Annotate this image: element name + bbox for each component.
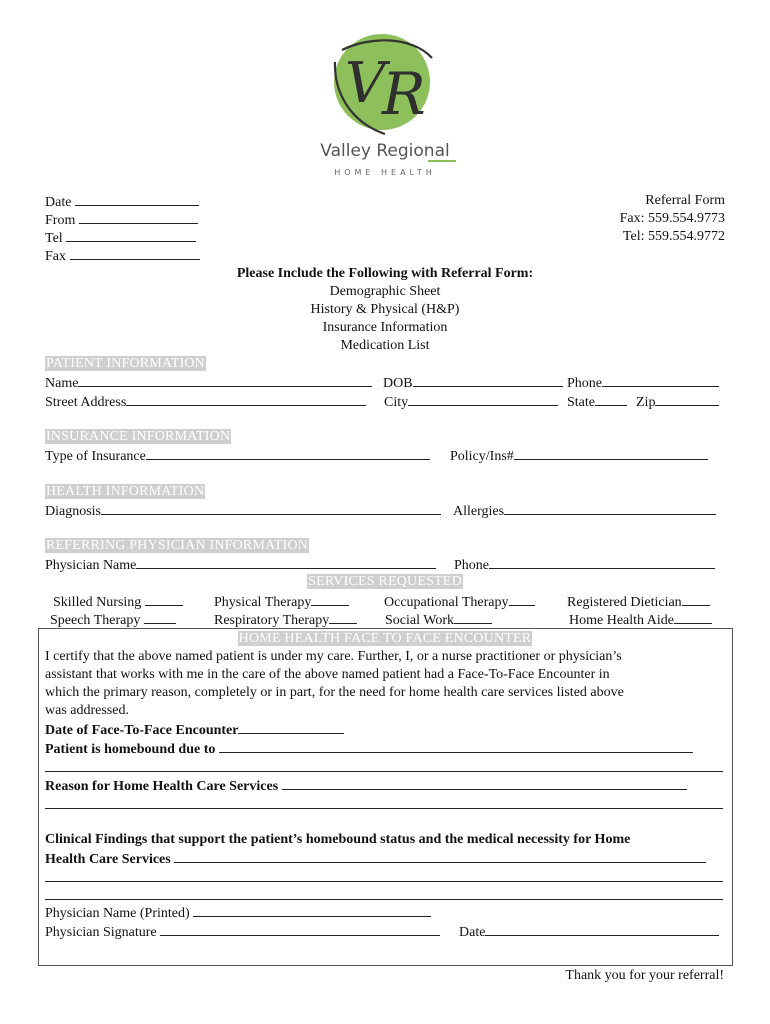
tel-label: Tel	[45, 231, 63, 246]
referring-physician-header: REFERRING PHYSICIAN INFORMATION	[46, 538, 309, 553]
street-address-field[interactable]	[45, 392, 366, 412]
allergies-blank[interactable]	[504, 501, 716, 515]
service-blank[interactable]	[454, 610, 492, 624]
svg-text:R: R	[382, 60, 426, 128]
physician-phone-label: Phone	[454, 558, 489, 573]
service-label: Home Health Aide	[569, 613, 674, 628]
thank-you-text: Thank you for your referral!	[565, 968, 724, 983]
signature-date-blank[interactable]	[485, 922, 719, 936]
state-label: State	[567, 395, 595, 410]
tel-number: Tel: 559.554.9772	[622, 229, 725, 244]
insurance-info-header: INSURANCE INFORMATION	[46, 429, 231, 444]
physician-printed-label: Physician Name (Printed)	[45, 906, 190, 921]
date-field[interactable]	[45, 192, 199, 212]
logo-name: Valley Regional	[320, 141, 450, 161]
signature-date-label: Date	[459, 925, 486, 940]
findings-line[interactable]	[45, 899, 723, 900]
health-info-header: HEALTH INFORMATION	[46, 484, 205, 499]
logo-tagline: HOME HEALTH	[334, 168, 436, 177]
service-blank[interactable]	[329, 610, 357, 624]
reason-continuation-line[interactable]	[45, 808, 723, 809]
zip-label: Zip	[636, 395, 656, 410]
reason-blank[interactable]	[282, 776, 687, 790]
signature-date-field[interactable]	[459, 922, 719, 942]
physician-printed-blank[interactable]	[193, 903, 431, 917]
encounter-date-blank[interactable]	[238, 720, 344, 734]
clinical-findings-field[interactable]	[45, 849, 706, 869]
physician-name-label: Physician Name	[45, 558, 137, 573]
physician-signature-field[interactable]	[45, 922, 440, 942]
service-label: Speech Therapy	[50, 613, 141, 628]
street-address-label: Street Address	[45, 395, 127, 410]
fax-blank[interactable]	[70, 246, 200, 260]
date-label: Date	[45, 195, 72, 210]
service-blank[interactable]	[509, 592, 535, 606]
reason-label: Reason for Home Health Care Services	[45, 779, 279, 794]
service-blank[interactable]	[674, 610, 712, 624]
patient-name-label: Name	[45, 376, 79, 391]
zip-field[interactable]	[636, 392, 719, 412]
referral-form-title: Referral Form	[645, 193, 725, 208]
state-field[interactable]	[567, 392, 627, 412]
include-item: History & Physical (H&P)	[310, 302, 460, 317]
dob-field[interactable]	[383, 373, 563, 393]
service-option[interactable]	[214, 610, 357, 630]
dob-blank[interactable]	[413, 373, 563, 387]
reason-field[interactable]	[45, 776, 687, 796]
physician-signature-label: Physician Signature	[45, 925, 157, 940]
city-blank[interactable]	[408, 392, 558, 406]
policy-blank[interactable]	[514, 446, 708, 460]
physician-name-field[interactable]	[45, 555, 436, 575]
tel-field[interactable]	[45, 228, 196, 248]
service-label: Registered Dietician	[567, 595, 682, 610]
service-blank[interactable]	[311, 592, 349, 606]
city-label: City	[384, 395, 409, 410]
service-label: Occupational Therapy	[384, 595, 509, 610]
service-blank[interactable]	[144, 610, 176, 624]
policy-label: Policy/Ins#	[450, 449, 514, 464]
tel-blank[interactable]	[66, 228, 196, 242]
encounter-date-label: Date of Face-To-Face Encounter	[45, 723, 239, 738]
insurance-type-label: Type of Insurance	[45, 449, 146, 464]
include-item: Insurance Information	[322, 320, 448, 335]
fax-field[interactable]	[45, 246, 200, 266]
include-item: Medication List	[340, 338, 430, 353]
phone-field[interactable]	[567, 373, 719, 393]
clinical-findings-label-cont: Health Care Services	[45, 852, 171, 867]
service-option[interactable]	[50, 610, 176, 630]
service-option[interactable]	[214, 592, 349, 612]
service-blank[interactable]	[145, 592, 183, 606]
dob-label: DOB	[383, 376, 413, 391]
service-label: Social Work	[385, 613, 454, 628]
patient-info-header: PATIENT INFORMATION	[46, 356, 205, 371]
service-label: Respiratory Therapy	[214, 613, 330, 628]
certification-text: I certify that the above named patient is under my care. Further, I, or a nurse practitioner or physician’s	[45, 649, 622, 664]
physician-phone-field[interactable]	[454, 555, 715, 575]
encounter-header: HOME HEALTH FACE TO FACE ENCOUNTER	[238, 631, 532, 646]
fax-label: Fax	[45, 249, 66, 264]
patient-name-blank[interactable]	[78, 373, 372, 387]
city-field[interactable]	[384, 392, 558, 412]
phone-blank[interactable]	[602, 373, 719, 387]
svg-text:V: V	[345, 51, 386, 116]
include-heading: Please Include the Following with Referral Form:	[236, 266, 534, 281]
phone-label: Phone	[567, 376, 602, 391]
include-item: Demographic Sheet	[329, 284, 441, 299]
services-requested-header: SERVICES REQUESTED	[308, 574, 462, 589]
allergies-field[interactable]	[453, 501, 716, 521]
clinical-findings-label: Clinical Findings that support the patient’s homebound status and the medical necessity for Home	[45, 832, 631, 847]
from-field[interactable]	[45, 210, 198, 230]
allergies-label: Allergies	[453, 504, 505, 519]
date-blank[interactable]	[75, 192, 199, 206]
diagnosis-label: Diagnosis	[45, 504, 101, 519]
physician-printed-field[interactable]	[45, 903, 431, 923]
findings-line[interactable]	[45, 881, 723, 882]
from-label: From	[45, 213, 76, 228]
patient-name-field[interactable]	[45, 373, 372, 393]
insurance-type-blank[interactable]	[146, 446, 430, 460]
zip-blank[interactable]	[655, 392, 719, 406]
homebound-label: Patient is homebound due to	[45, 742, 216, 757]
certification-text: which the primary reason, completely or in part, for the need for home health care services listed above	[45, 685, 624, 700]
policy-field[interactable]	[450, 446, 708, 466]
diagnosis-blank[interactable]	[101, 501, 441, 515]
homebound-field[interactable]	[45, 739, 693, 759]
physician-name-blank[interactable]	[136, 555, 436, 569]
encounter-date-field[interactable]	[45, 720, 344, 740]
state-blank[interactable]	[595, 392, 627, 406]
service-option[interactable]	[384, 592, 535, 612]
street-address-blank[interactable]	[126, 392, 366, 406]
physician-phone-blank[interactable]	[489, 555, 715, 569]
service-label: Skilled Nursing	[53, 595, 142, 610]
service-option[interactable]	[385, 610, 492, 630]
company-logo	[300, 22, 470, 182]
service-label: Physical Therapy	[214, 595, 312, 610]
service-option[interactable]	[53, 592, 183, 612]
diagnosis-field[interactable]	[45, 501, 441, 521]
certification-text: was addressed.	[45, 703, 129, 718]
fax-number: Fax: 559.554.9773	[619, 211, 725, 226]
certification-text: assistant that works with me in the care of the above named patient had a Face-To-Face Encounter in	[45, 667, 610, 682]
homebound-blank[interactable]	[219, 739, 693, 753]
insurance-type-field[interactable]	[45, 446, 430, 466]
from-blank[interactable]	[79, 210, 198, 224]
clinical-findings-blank[interactable]	[174, 849, 706, 863]
service-option[interactable]	[567, 592, 710, 612]
physician-signature-blank[interactable]	[160, 922, 440, 936]
homebound-continuation-line[interactable]	[45, 771, 723, 772]
service-option[interactable]	[569, 610, 712, 630]
service-blank[interactable]	[682, 592, 710, 606]
